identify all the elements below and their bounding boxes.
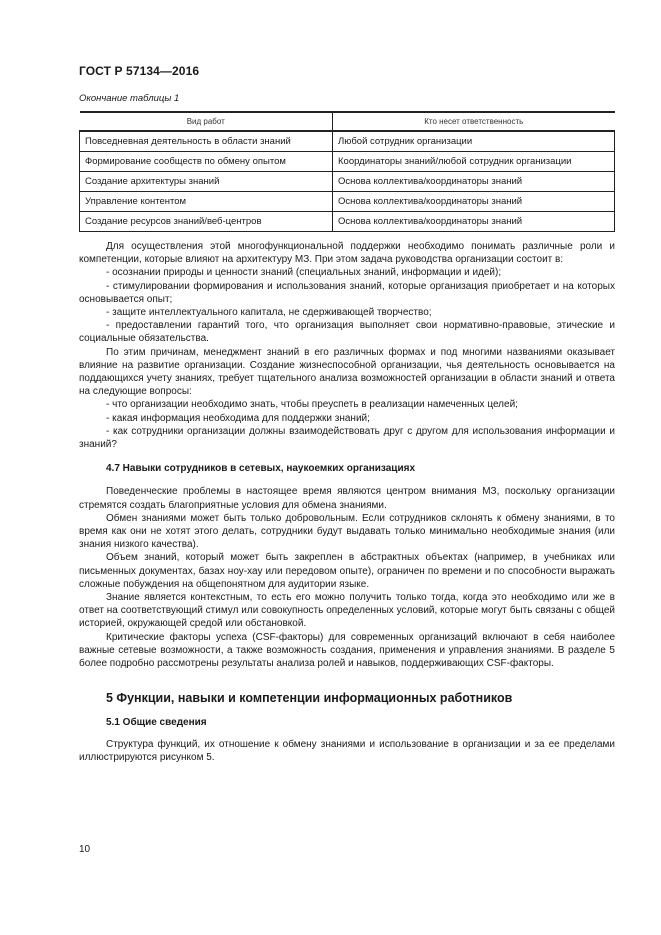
table-header-work: Вид работ — [80, 112, 333, 131]
section-heading-5-1: 5.1 Общие сведения — [106, 716, 207, 728]
table-row — [80, 131, 615, 152]
table-cell-responsible: Основа коллектива/координаторы знаний — [333, 172, 615, 192]
table-cell-responsible: Координаторы знаний/любой сотрудник организации — [333, 152, 615, 172]
list-item: - что организации необходимо знать, чтобы преуспеть в реализации намеченных целей; — [106, 399, 518, 411]
table-caption: Окончание таблицы 1 — [79, 93, 180, 104]
list-item: - стимулировании формирования и использования знаний, которые организация приобретает и на которых основывается опыт; — [79, 280, 615, 305]
paragraph: Критические факторы успеха (CSF-факторы) для современных организаций включают в себя наиболее важные сетевые возможности, а также возможность создания, применения и управления знаниями. В разделе 5 более подробно рассмотрены результаты анализа ролей и навыков, поддерживающих CSF-факторы. — [79, 631, 615, 670]
table-cell-work: Создание ресурсов знаний/веб-центров — [80, 212, 333, 232]
paragraph: Знание является контекстным, то есть его можно получить только тогда, когда это необходимо или же в ответ на соответствующий стимул или совокупность определенных условий, которые могут быть связаны с общей историей, окружающей средой или обстановкой. — [79, 592, 615, 630]
document-header: ГОСТ Р 57134—2016 — [79, 64, 200, 78]
table-cell-responsible: Основа коллектива/координаторы знаний — [333, 192, 615, 212]
table-cell-work: Повседневная деятельность в области знаний — [80, 131, 333, 152]
paragraph: Структура функций, их отношение к обмену знаниями и использование в организации и за ее пределами иллюстрируются рисунком 5. — [79, 738, 615, 763]
section-heading-5: 5 Функции, навыки и компетенции информационных работников — [106, 691, 513, 706]
paragraph: По этим причинам, менеджмент знаний в его различных формах и под многими названиями оказывает влияние на развитие организации. Создание жизнеспособной организации, чья деятельность основывается на поддающихся учету знаниях, требует тщательного анализа возможностей организации в области знаний и ответа на следующие вопросы: — [79, 346, 615, 398]
page-number: 10 — [79, 844, 91, 855]
list-item: - как сотрудники организации должны взаимодействовать друг с другом для использования информации и знаний? — [79, 425, 615, 451]
paragraph: Обмен знаниями может быть только добровольным. Если сотрудников склонять к обмену знаниями, в то время как они не хотят этого делать, сотрудники будут выдавать только минимально необходимые знания (или знания низкого качества). — [79, 512, 615, 551]
table-header-responsible: Кто несет ответственность — [333, 112, 615, 131]
list-item: - предоставлении гарантий того, что организация выполняет свои нормативно-правовые, этические и социальные обязательства. — [79, 320, 615, 345]
table-cell-work: Создание архитектуры знаний — [80, 172, 333, 192]
section-heading-4-7: 4.7 Навыки сотрудников в сетевых, наукоемких организациях — [106, 463, 415, 475]
list-item: - защите интеллектуального капитала, не сдерживающей творчество; — [106, 307, 432, 319]
table-cell-work: Управление контентом — [80, 192, 333, 212]
paragraph: Для осуществления этой многофункциональной поддержки необходимо понимать различные роли и компетенции, которые влияют на архитектуру МЗ. При этом задача руководства организации состоит в: — [79, 241, 615, 266]
table-row — [80, 172, 615, 192]
work-responsibility-table — [79, 111, 615, 232]
list-item: - какая информация необходима для поддержки знаний; — [106, 412, 370, 424]
table-row — [80, 212, 615, 232]
table-cell-responsible: Основа коллектива/координаторы знаний — [333, 212, 615, 232]
list-item: - осознании природы и ценности знаний (специальных знаний, информации и идей); — [106, 267, 502, 279]
table-cell-responsible: Любой сотрудник организации — [333, 131, 615, 152]
table-row — [80, 152, 615, 172]
paragraph: Объем знаний, который может быть закреплен в абстрактных объектах (например, в учебниках или письменных документах, базах ноу-хау или передовом опыте), ограничен по времени и по способности выражать сложные побуждения на общепонятном для аудитории языке. — [79, 552, 615, 590]
table-header-row — [80, 112, 615, 131]
table-cell-work: Формирование сообществ по обмену опытом — [80, 152, 333, 172]
table-row — [80, 192, 615, 212]
document-body — [79, 240, 615, 764]
paragraph: Поведенческие проблемы в настоящее время являются центром внимания МЗ, поскольку организации стремятся создать благоприятные условия для обмена знаниями. — [79, 486, 615, 511]
